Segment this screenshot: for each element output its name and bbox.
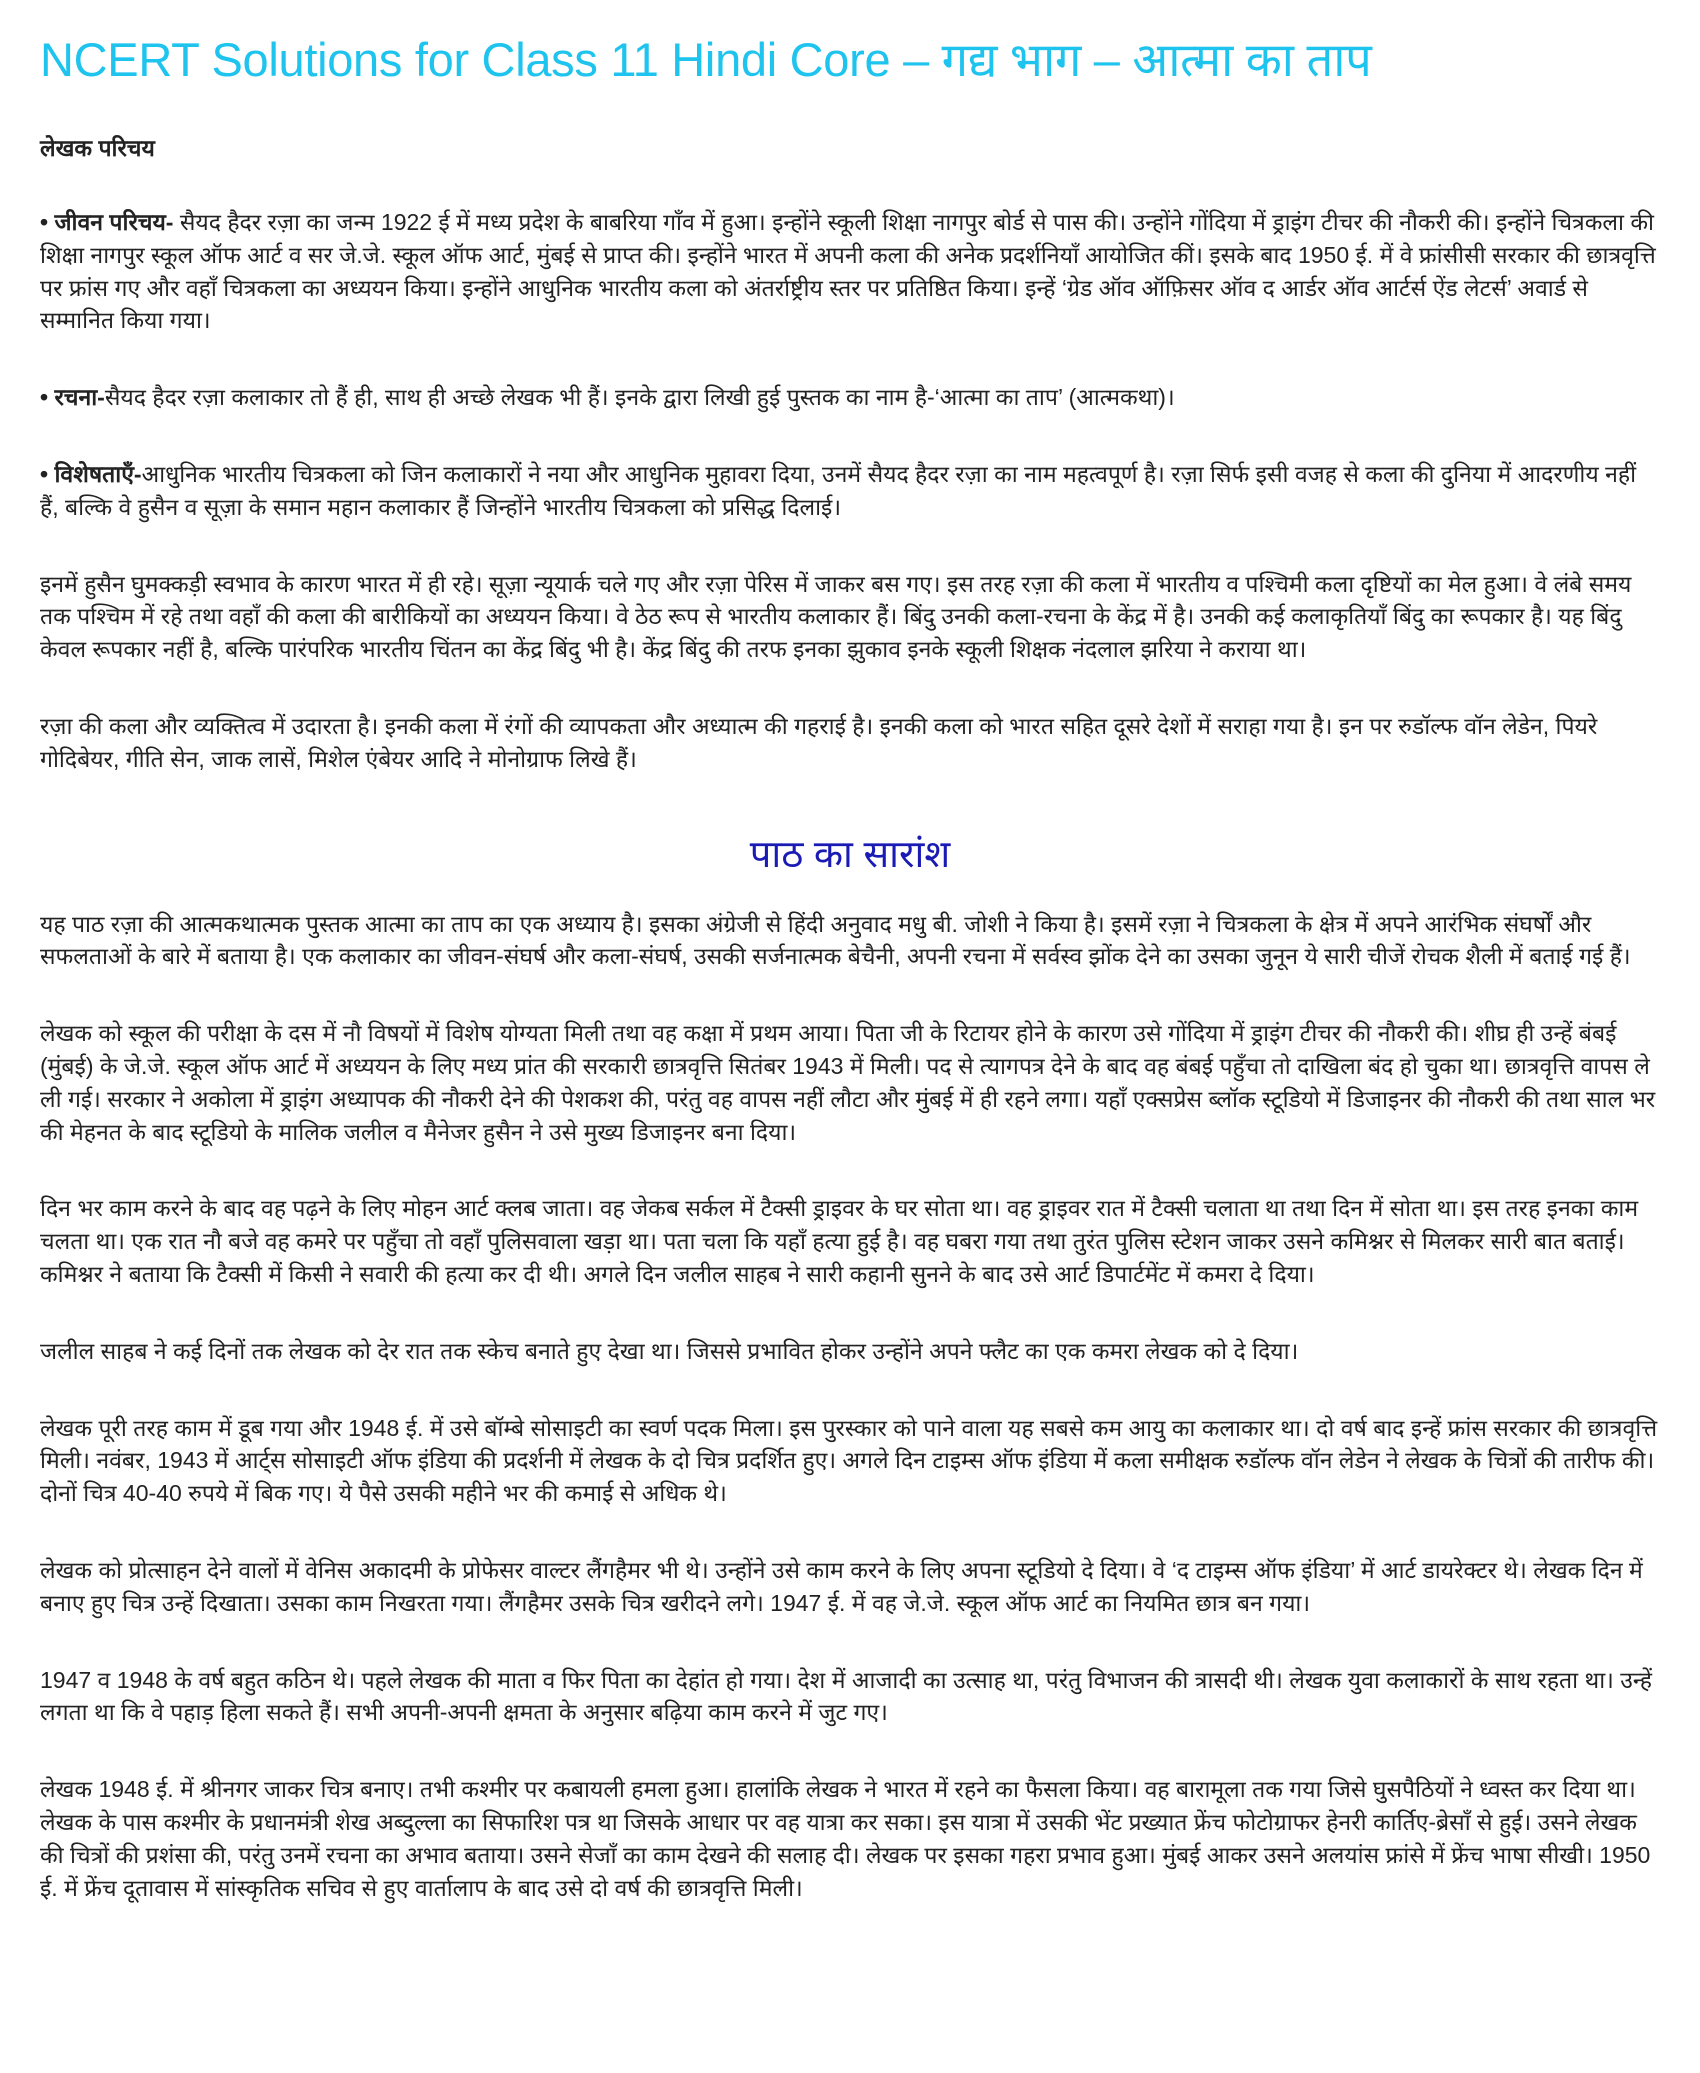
summary-heading: पाठ का सारांश bbox=[749, 833, 951, 876]
summary-paragraph: जलील साहब ने कई दिनों तक लेखक को देर रात तक स्केच बनाते हुए देखा था। जिससे प्रभावित होकर उन्होंने अपने फ्लैट का एक कमरा लेखक को दे दिया। bbox=[40, 1337, 1299, 1364]
summary-paragraph: 1947 व 1948 के वर्ष बहुत कठिन थे। पहले लेखक की माता व फिर पिता का देहांत हो गया। देश में आजादी का उत्साह था, परंतु विभाजन की त्रासदी थी। लेखक युवा कलाकारों के साथ रहता था। उन्हें लगता था कि वे पहाड़ हिला सकते हैं। सभी अपनी-अपनी क्षमता के अनुसार बढ़िया काम करने में जुट गए। bbox=[40, 1666, 1652, 1726]
page-title: NCERT Solutions for Class 11 Hindi Core – गद्य भाग – आत्मा का ताप bbox=[40, 33, 1372, 86]
bio-life: • जीवन परिचय- सैयद हैदर रज़ा का जन्म 1922 ई में मध्य प्रदेश के बाबरिया गाँव में हुआ। इन्होंने स्कूली शिक्षा नागपुर बोर्ड से पास की। उन्होंने गोंदिया में ड्राइंग टीचर की नौकरी की। इन्होंने चित्रकला की शिक्षा नागपुर स्कूल ऑफ आर्ट व सर जे.जे. स्कूल ऑफ आर्ट, मुंबई से प्राप्त की। इन्होंने भारत में अपनी कला की अनेक प्रदर्शनियाँ आयोजित कीं। इसके बाद 1950 ई. में वे फ्रांसीसी सरकार की छात्रवृत्ति पर फ्रांस गए और वहाँ चित्रकला का अध्ययन किया। इन्होंने आधुनिक भारतीय कला को अंतर्राष्ट्रीय स्तर पर प्रतिष्ठित किया। इन्हें ‘ग्रेड ऑव ऑफ़िसर ऑव द आर्डर ऑव आर्टर्स ऐंड लेटर्स’ अवार्ड से सम्मानित किया गया। bbox=[40, 209, 1656, 334]
bio-features-label: • विशेषताएँ- bbox=[40, 460, 142, 487]
summary-paragraph: लेखक को स्कूल की परीक्षा के दस में नौ विषयों में विशेष योग्यता मिली तथा वह कक्षा में प्रथम आया। पिता जी के रिटायर होने के कारण उसे गोंदिया में ड्राइंग टीचर की नौकरी की। शीघ्र ही उन्हें बंबई (मुंबई) के जे.जे. स्कूल ऑफ आर्ट में अध्ययन के लिए मध्य प्रांत की सरकारी छात्रवृत्ति सितंबर 1943 में मिली। पद से त्यागपत्र देने के बाद वह बंबई पहुँचा तो दाखिला बंद हो चुका था। छात्रवृत्ति वापस ले ली गई। सरकार ने अकोला में ड्राइंग अध्यापक की नौकरी देने की पेशकश की, परंतु वह वापस नहीं लौटा और मुंबई में ही रहने लगा। यहाँ एक्सप्रेस ब्लॉक स्टूडियो में डिजाइनर की नौकरी की तथा साल भर की मेहनत के बाद स्टूडियो के मालिक जलील व मैनेजर हुसैन ने उसे मुख्य डिजाइनर बना दिया। bbox=[40, 1020, 1656, 1145]
bio-works: • रचना-सैयद हैदर रज़ा कलाकार तो हैं ही, साथ ही अच्छे लेखक भी हैं। इनके द्वारा लिखी हुई पुस्तक का नाम है-‘आत्मा का ताप’ (आत्मकथा)। bbox=[40, 384, 1175, 411]
summary-paragraph: दिन भर काम करने के बाद वह पढ़ने के लिए मोहन आर्ट क्लब जाता। वह जेकब सर्कल में टैक्सी ड्राइवर के घर सोता था। वह ड्राइवर रात में टैक्सी चलाता था तथा दिन में सोता था। इस तरह इनका काम चलता था। एक रात नौ बजे वह कमरे पर पहुँचा तो वहाँ पुलिसवाला खड़ा था। पता चला कि यहाँ हत्या हुई है। वह घबरा गया तथा तुरंत पुलिस स्टेशन जाकर उसने कमिश्नर से मिलकर सारी बात बताई। कमिश्नर ने बताया कि टैक्सी में किसी ने सवारी की हत्या कर दी थी। अगले दिन जलील साहब ने सारी कहानी सुनने के बाद उसे आर्ट डिपार्टमेंट में कमरा दे दिया। bbox=[40, 1195, 1639, 1287]
intro-paragraph: रज़ा की कला और व्यक्तित्व में उदारता है। इनकी कला में रंगों की व्यापकता और अध्यात्म की गहराई है। इनकी कला को भारत सहित दूसरे देशों में सराहा गया है। इन पर रुडॉल्फ वॉन लेडेन, पियरे गोदिबेयर, गीति सेन, जाक लासें, मिशेल एंबेयर आदि ने मोनोग्राफ लिखे हैं। bbox=[40, 712, 1598, 772]
intro-paragraph: इनमें हुसैन घुमक्कड़ी स्वभाव के कारण भारत में ही रहे। सूज़ा न्यूयार्क चले गए और रज़ा पेरिस में जाकर बस गए। इस तरह रज़ा की कला में भारतीय व पश्चिमी कला दृष्टियों का मेल हुआ। वे लंबे समय तक पश्चिम में रहे तथा वहाँ की कला की बारीकियों का अध्ययन किया। वे ठेठ रूप से भारतीय कलाकार हैं। बिंदु उनकी कला-रचना के केंद्र में है। उनकी कई कलाकृतियाँ बिंदु का रूपकार है। यह बिंदु केवल रूपकार नहीं है, बल्कि पारंपरिक भारतीय चिंतन का केंद्र बिंदु भी है। केंद्र बिंदु की तरफ इनका झुकाव इनके स्कूली शिक्षक नंदलाल झरिया ने कराया था। bbox=[40, 570, 1632, 663]
bio-works-label: • रचना- bbox=[40, 384, 105, 411]
summary-paragraph: लेखक 1948 ई. में श्रीनगर जाकर चित्र बनाए। तभी कश्मीर पर कबायली हमला हुआ। हालांकि लेखक ने भारत में रहने का फैसला किया। वह बारामूला तक गया जिसे घुसपैठियों ने ध्वस्त कर दिया था। लेखक के पास कश्मीर के प्रधानमंत्री शेख अब्दुल्ला का सिफारिश पत्र था जिसके आधार पर वह यात्रा कर सका। इस यात्रा में उसकी भेंट प्रख्यात फ्रेंच फोटोग्राफर हेनरी कार्तिए-ब्रेसाँ से हुई। उसने लेखक की चित्रों की प्रशंसा की, परंतु उनमें रचना का अभाव बताया। उसने सेजाँ का काम देखने की सलाह दी। लेखक पर इसका गहरा प्रभाव हुआ। मुंबई आकर उसने अलयांस फ्रांसे में फ्रेंच भाषा सीखी। 1950 ई. में फ्रेंच दूतावास में सांस्कृतिक सचिव से हुए वार्तालाप के बाद उसे दो वर्ष की छात्रवृत्ति मिली। bbox=[40, 1776, 1651, 1901]
summary-paragraph: लेखक को प्रोत्साहन देने वालों में वेनिस अकादमी के प्रोफेसर वाल्टर लैंगहैमर भी थे। उन्होंने उसे काम करने के लिए अपना स्टूडियो दे दिया। वे ‘द टाइम्स ऑफ इंडिया’ में आर्ट डायरेक्टर थे। लेखक दिन में बनाए हुए चित्र उन्हें दिखाता। उसका काम निखरता गया। लैंगहैमर उसके चित्र खरीदने लगे। 1947 ई. में वह जे.जे. स्कूल ऑफ आर्ट का नियमित छात्र बन गया। bbox=[40, 1556, 1643, 1616]
bio-features: • विशेषताएँ-आधुनिक भारतीय चित्रकला को जिन कलाकारों ने नया और आधुनिक मुहावरा दिया, उनमें सैयद हैदर रज़ा का नाम महत्वपूर्ण है। रज़ा सिर्फ इसी वजह से कला की दुनिया में आदरणीय नहीं हैं, बल्कि वे हुसैन व सूज़ा के समान महान कलाकार हैं जिन्होंने भारतीय चित्रकला को प्रसिद्ध दिलाई। bbox=[40, 460, 1637, 520]
summary-paragraph: यह पाठ रज़ा की आत्मकथात्मक पुस्तक आत्मा का ताप का एक अध्याय है। इसका अंग्रेजी से हिंदी अनुवाद मधु बी. जोशी ने किया है। इसमें रज़ा ने चित्रकला के क्षेत्र में अपने आरंभिक संघर्षों और सफलताओं के बारे में बताया है। एक कलाकार का जीवन-संघर्ष और कला-संघर्ष, उसकी सर्जनात्मक बेचैनी, अपनी रचना में सर्वस्व झोंक देने का उसका जुनून ये सारी चीजें रोचक शैली में बताई गई हैं। bbox=[40, 910, 1631, 970]
summary-paragraph: लेखक पूरी तरह काम में डूब गया और 1948 ई. में उसे बॉम्बे सोसाइटी का स्वर्ण पदक मिला। इस पुरस्कार को पाने वाला यह सबसे कम आयु का कलाकार था। दो वर्ष बाद इन्हें फ्रांस सरकार की छात्रवृत्ति मिली। नवंबर, 1943 में आर्ट्स सोसाइटी ऑफ इंडिया की प्रदर्शनी में लेखक के दो चित्र प्रदर्शित हुए। अगले दिन टाइम्स ऑफ इंडिया में कला समीक्षक रुडॉल्फ वॉन लेडेन ने लेखक के चित्रों की तारीफ की। दोनों चित्र 40-40 रुपये में बिक गए। ये पैसे उसकी महीने भर की कमाई से अधिक थे। bbox=[40, 1414, 1658, 1507]
bio-life-label: • जीवन परिचय- bbox=[40, 209, 174, 235]
author-intro-heading: लेखक परिचय bbox=[40, 135, 155, 161]
